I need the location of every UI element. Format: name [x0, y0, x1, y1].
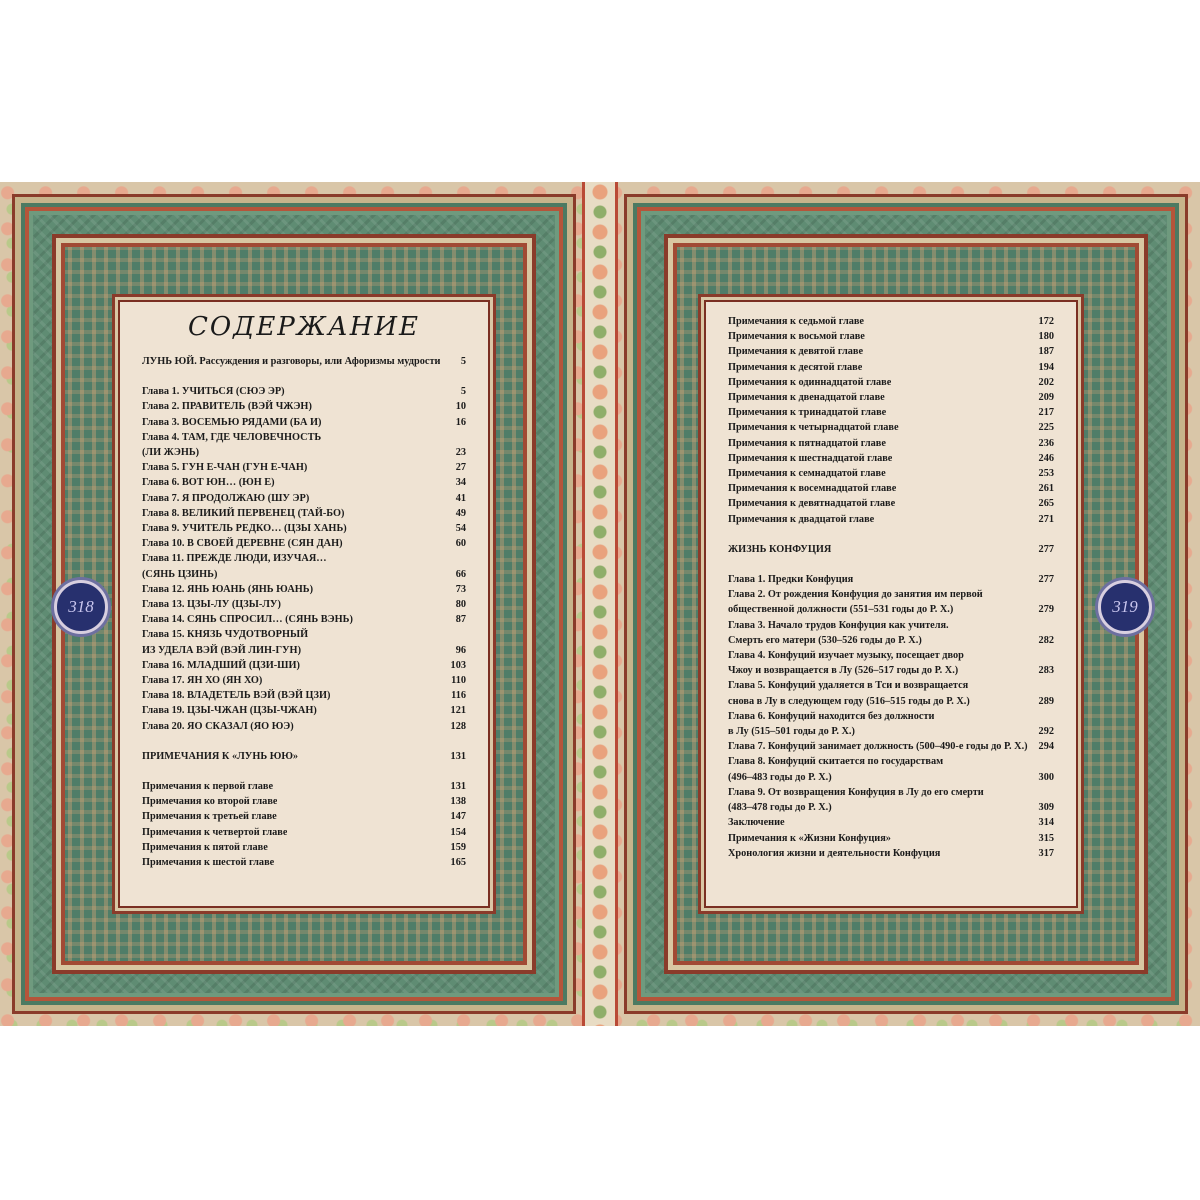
toc-entry-title: Глава 6. Конфуций находится без должности [728, 710, 935, 722]
toc-entry [142, 551, 466, 566]
toc-entry-title: ЖИЗНЬ КОНФУЦИЯ [728, 543, 832, 555]
toc-entry-title: Примечания к пятой главе [142, 841, 268, 853]
toc-entry [142, 855, 466, 870]
toc-entry [728, 724, 1054, 739]
toc-entry [142, 627, 466, 642]
toc-entry [142, 597, 466, 612]
toc-entry-page: 271 [1038, 513, 1054, 525]
toc-entry-title: Глава 3. Начало трудов Конфуция как учителя. [728, 619, 949, 631]
toc-entry [142, 719, 466, 734]
toc-entry-page: 246 [1038, 452, 1054, 464]
toc-entry-title: Глава 20. ЯО СКАЗАЛ (ЯО ЮЭ) [142, 720, 294, 732]
toc-entry [142, 445, 466, 460]
toc-entry-page: 116 [451, 690, 466, 702]
toc-entry-title: (ЛИ ЖЭНЬ) [142, 447, 200, 459]
toc-entry-page: 27 [455, 462, 466, 474]
toc-entry-page: 225 [1038, 422, 1054, 434]
toc-entry [142, 536, 466, 551]
toc-heading: СОДЕРЖАНИЕ [187, 312, 421, 342]
toc-entry [728, 451, 1054, 466]
toc-entry-title: Глава 2. От рождения Конфуция до занятия им первой [728, 589, 983, 601]
toc-entry-title: снова в Лу в следующем году (516–515 годы до Р. Х.) [728, 695, 970, 707]
toc-entry-title: Примечания к десятой главе [728, 361, 863, 373]
toc-entry-title: Глава 1. УЧИТЬСЯ (СЮЭ ЭР) [142, 386, 285, 398]
toc-entry-page: 236 [1038, 437, 1054, 449]
toc-entry-page: 300 [1038, 771, 1054, 783]
toc-entry-title: Примечания к третьей главе [142, 811, 277, 823]
toc-entry-title: Заключение [728, 817, 785, 829]
toc-entry [142, 794, 466, 809]
toc-entry-page: 80 [455, 599, 466, 611]
toc-entry-page: 154 [450, 826, 466, 838]
toc-entry-page: 5 [460, 386, 466, 398]
toc-entry-page: 282 [1038, 634, 1054, 646]
toc-entry [728, 390, 1054, 405]
toc-entry [728, 420, 1054, 435]
toc-entry [728, 329, 1054, 344]
toc-entry [728, 663, 1054, 678]
toc-entry [142, 491, 466, 506]
toc-entry [142, 688, 466, 703]
toc-entry [142, 475, 466, 490]
toc-entry-title: Примечания к одиннадцатой главе [728, 376, 892, 388]
toc-entry-title: Глава 3. ВОСЕМЬЮ РЯДАМИ (БА И) [142, 416, 322, 428]
toc-entry-page: 217 [1038, 407, 1054, 419]
toc-entry [728, 512, 1054, 527]
toc-entry-page: 289 [1038, 695, 1054, 707]
toc-entry-title: Глава 18. ВЛАДЕТЕЛЬ ВЭЙ (ВЭЙ ЦЗИ) [142, 690, 331, 702]
toc-entry-page: 128 [450, 720, 466, 732]
toc-entry [142, 612, 466, 627]
toc-entry [728, 542, 1054, 557]
toc-entry-page: 5 [460, 356, 466, 367]
toc-life-chapters [718, 572, 1064, 861]
toc-entry-page: 41 [455, 492, 466, 504]
toc-entry-title: Чжоу и возвращается в Лу (526–517 годы до Р. Х.) [728, 665, 959, 677]
toc-entry [142, 582, 466, 597]
toc-entry [142, 779, 466, 794]
toc-entry [728, 602, 1054, 617]
page-number-medallion: 319 [1098, 580, 1152, 634]
toc-entry-page: 54 [455, 523, 466, 535]
toc-entry-page: 294 [1038, 741, 1054, 753]
toc-entry-title: Глава 5. Конфуций удаляется в Тси и возвращается [728, 680, 969, 692]
toc-entry [142, 415, 466, 430]
toc-entry [142, 521, 466, 536]
toc-entry [728, 314, 1054, 329]
toc-entry-title: Примечания к первой главе [142, 781, 274, 793]
toc-entry-title: Глава 1. Предки Конфуция [728, 574, 854, 586]
toc-entry [142, 567, 466, 582]
toc-entry-title: Глава 8. ВЕЛИКИЙ ПЕРВЕНЕЦ (ТАЙ-БО) [142, 507, 345, 519]
toc-entry [728, 572, 1054, 587]
toc-entry-title: Глава 7. Конфуций занимает должность (500–490-е годы до Р. Х.) [728, 741, 1028, 753]
toc-entry-title: Примечания к тринадцатой главе [728, 407, 887, 419]
toc-entry-title: в Лу (515–501 годы до Р. Х.) [728, 726, 855, 738]
toc-entry [142, 506, 466, 521]
toc-entry [142, 399, 466, 414]
toc-entry-page: 34 [455, 477, 466, 489]
toc-entry-page: 261 [1038, 483, 1054, 495]
toc-entry [142, 354, 466, 369]
toc-entry [728, 709, 1054, 724]
page-number-medallion: 318 [54, 580, 108, 634]
toc-entry-title: Примечания к восемнадцатой главе [728, 483, 897, 495]
toc-entry-title: Примечания к шестой главе [142, 857, 275, 869]
toc-entry-title: Примечания к двенадцатой главе [728, 392, 885, 404]
toc-entry [728, 405, 1054, 420]
toc-entry [728, 496, 1054, 511]
toc-entry-title: Глава 7. Я ПРОДОЛЖАЮ (ШУ ЭР) [142, 492, 310, 504]
toc-entry-page: 131 [450, 750, 466, 762]
toc-entry-title: Глава 4. ТАМ, ГДЕ ЧЕЛОВЕЧНОСТЬ [142, 431, 322, 443]
toc-entry-page: 147 [450, 811, 466, 823]
right-page [624, 194, 1188, 1014]
toc-entry-title: (483–478 годы до Р. Х.) [728, 802, 832, 814]
toc-entry-page: 23 [455, 447, 466, 459]
toc-entry-page: 49 [455, 507, 466, 519]
toc-entry-title: Глава 19. ЦЗЫ-ЧЖАН (ЦЗЫ-ЧЖАН) [142, 705, 317, 717]
toc-lead [132, 354, 476, 369]
toc-life-heading [718, 542, 1064, 557]
toc-entry [728, 375, 1054, 390]
toc-entry-title: Глава 14. СЯНЬ СПРОСИЛ… (СЯНЬ ВЭНЬ) [142, 614, 353, 626]
toc-entry-page: 277 [1038, 543, 1054, 555]
toc-entry [728, 770, 1054, 785]
toc-notes-continued [718, 314, 1064, 527]
toc-entry [142, 703, 466, 718]
toc-entry-page: 279 [1038, 604, 1054, 616]
toc-entry-title: Глава 11. ПРЕЖДЕ ЛЮДИ, ИЗУЧАЯ… [142, 553, 327, 565]
toc-entry-title: Примечания к шестнадцатой главе [728, 452, 893, 464]
toc-entry-page: 110 [451, 675, 466, 687]
toc-entry-page: 73 [455, 583, 466, 595]
toc-notes [132, 779, 476, 870]
toc-entry-title: Примечания к пятнадцатой главе [728, 437, 886, 449]
toc-entry-page: 292 [1038, 726, 1054, 738]
toc-entry [728, 648, 1054, 663]
toc-notes-heading [132, 749, 476, 764]
toc-entry [728, 815, 1054, 830]
toc-entry-page: 317 [1038, 847, 1054, 859]
toc-entry [728, 846, 1054, 861]
toc-entry-title: Примечания к четырнадцатой главе [728, 422, 899, 434]
toc-entry [142, 840, 466, 855]
toc-entry-page: 309 [1038, 802, 1054, 814]
toc-entry-page: 265 [1038, 498, 1054, 510]
toc-entry-page: 165 [450, 857, 466, 869]
toc-entry-title: Глава 9. От возвращения Конфуция в Лу до его смерти [728, 786, 984, 798]
toc-entry [728, 831, 1054, 846]
book-spread [0, 182, 1200, 1026]
toc-entry [728, 800, 1054, 815]
toc-entry-page: 194 [1038, 361, 1054, 373]
toc-entry [728, 587, 1054, 602]
toc-entry-page: 172 [1038, 316, 1054, 327]
toc-entry-title: (496–483 годы до Р. Х.) [728, 771, 832, 783]
toc-entry [728, 481, 1054, 496]
toc-entry [142, 673, 466, 688]
toc-entry-title: Глава 5. ГУН Е-ЧАН (ГУН Е-ЧАН) [142, 462, 308, 474]
left-parchment [118, 300, 490, 908]
toc-chapters [132, 384, 476, 734]
toc-entry-page: 187 [1038, 346, 1054, 358]
toc-entry [142, 384, 466, 399]
toc-entry-title: ЛУНЬ ЮЙ. Рассуждения и разговоры, или Афоризмы мудрости [142, 356, 441, 367]
toc-entry-title: Примечания к «Жизни Конфуция» [728, 832, 891, 844]
toc-entry-title: Глава 6. ВОТ ЮН… (ЮН Е) [142, 477, 275, 489]
toc-entry [728, 466, 1054, 481]
toc-entry-page: 121 [450, 705, 466, 717]
toc-entry-page: 253 [1038, 468, 1054, 480]
toc-entry [728, 678, 1054, 693]
toc-entry-title: Глава 8. Конфуций скитается по государствам [728, 756, 944, 768]
toc-entry [728, 360, 1054, 375]
toc-left [132, 302, 476, 870]
toc-entry-title: Примечания ко второй главе [142, 796, 278, 808]
toc-entry-page: 103 [450, 659, 466, 671]
toc-entry-page: 202 [1038, 376, 1054, 388]
toc-entry-title: общественной должности (551–531 годы до Р. Х.) [728, 604, 954, 616]
toc-entry-page: 10 [455, 401, 466, 413]
toc-entry-title: Примечания к четвертой главе [142, 826, 288, 838]
toc-entry-title: Глава 16. МЛАДШИЙ (ЦЗИ-ШИ) [142, 659, 300, 671]
toc-entry-title: Примечания к двадцатой главе [728, 513, 875, 525]
toc-entry [142, 460, 466, 475]
toc-entry-title: Глава 15. КНЯЗЬ ЧУДОТВОРНЫЙ [142, 629, 309, 641]
toc-entry [142, 809, 466, 824]
toc-entry-title: Глава 13. ЦЗЫ-ЛУ (ЦЗЫ-ЛУ) [142, 599, 281, 611]
toc-entry-title: Глава 17. ЯН ХО (ЯН ХО) [142, 675, 263, 687]
right-parchment [704, 300, 1078, 908]
toc-entry-page: 131 [450, 781, 466, 793]
toc-entry-title: Глава 2. ПРАВИТЕЛЬ (ВЭЙ ЧЖЭН) [142, 401, 312, 413]
left-page [12, 194, 576, 1014]
toc-entry [728, 436, 1054, 451]
toc-entry [142, 825, 466, 840]
toc-entry-title: Примечания к восьмой главе [728, 331, 865, 343]
toc-entry-page: 138 [450, 796, 466, 808]
toc-entry-page: 314 [1038, 817, 1054, 829]
toc-entry [728, 694, 1054, 709]
toc-entry [728, 785, 1054, 800]
toc-entry-title: Глава 9. УЧИТЕЛЬ РЕДКО… (ЦЗЫ ХАНЬ) [142, 523, 347, 535]
toc-entry-title: Примечания к девятой главе [728, 346, 864, 358]
toc-entry [728, 754, 1054, 769]
toc-entry-title: Хронология жизни и деятельности Конфуция [728, 847, 941, 859]
toc-entry [142, 749, 466, 764]
toc-entry-title: Примечания к семнадцатой главе [728, 468, 886, 480]
toc-entry-title: Смерть его матери (530–526 годы до Р. Х.) [728, 634, 922, 646]
toc-right [718, 314, 1064, 861]
toc-entry-page: 277 [1038, 574, 1054, 586]
toc-entry [142, 658, 466, 673]
toc-entry-page: 16 [455, 416, 466, 428]
toc-entry-title: Глава 10. В СВОЕЙ ДЕРЕВНЕ (СЯН ДАН) [142, 538, 343, 550]
toc-entry-page: 159 [450, 841, 466, 853]
toc-entry [142, 643, 466, 658]
toc-entry-title: ИЗ УДЕЛА ВЭЙ (ВЭЙ ЛИН-ГУН) [142, 644, 301, 656]
toc-entry-page: 96 [455, 644, 466, 656]
toc-entry-title: ПРИМЕЧАНИЯ К «ЛУНЬ ЮЮ» [142, 750, 299, 762]
toc-entry-title: Глава 4. Конфуций изучает музыку, посещает двор [728, 650, 964, 662]
toc-entry-page: 87 [455, 614, 466, 626]
toc-entry-title: Глава 12. ЯНЬ ЮАНЬ (ЯНЬ ЮАНЬ) [142, 583, 314, 595]
toc-entry-page: 283 [1038, 665, 1054, 677]
toc-entry [728, 618, 1054, 633]
toc-entry [728, 633, 1054, 648]
toc-entry-page: 315 [1038, 832, 1054, 844]
toc-entry [728, 344, 1054, 359]
book-spine [582, 182, 618, 1026]
toc-entry-page: 66 [455, 568, 466, 580]
toc-entry-title: Примечания к девятнадцатой главе [728, 498, 896, 510]
toc-entry-page: 60 [455, 538, 466, 550]
toc-entry [142, 430, 466, 445]
toc-entry-title: (СЯНЬ ЦЗИНЬ) [142, 568, 218, 580]
toc-entry-page: 180 [1038, 331, 1054, 343]
toc-entry-page: 209 [1038, 392, 1054, 404]
toc-entry-title: Примечания к седьмой главе [728, 316, 864, 327]
toc-entry [728, 739, 1054, 754]
